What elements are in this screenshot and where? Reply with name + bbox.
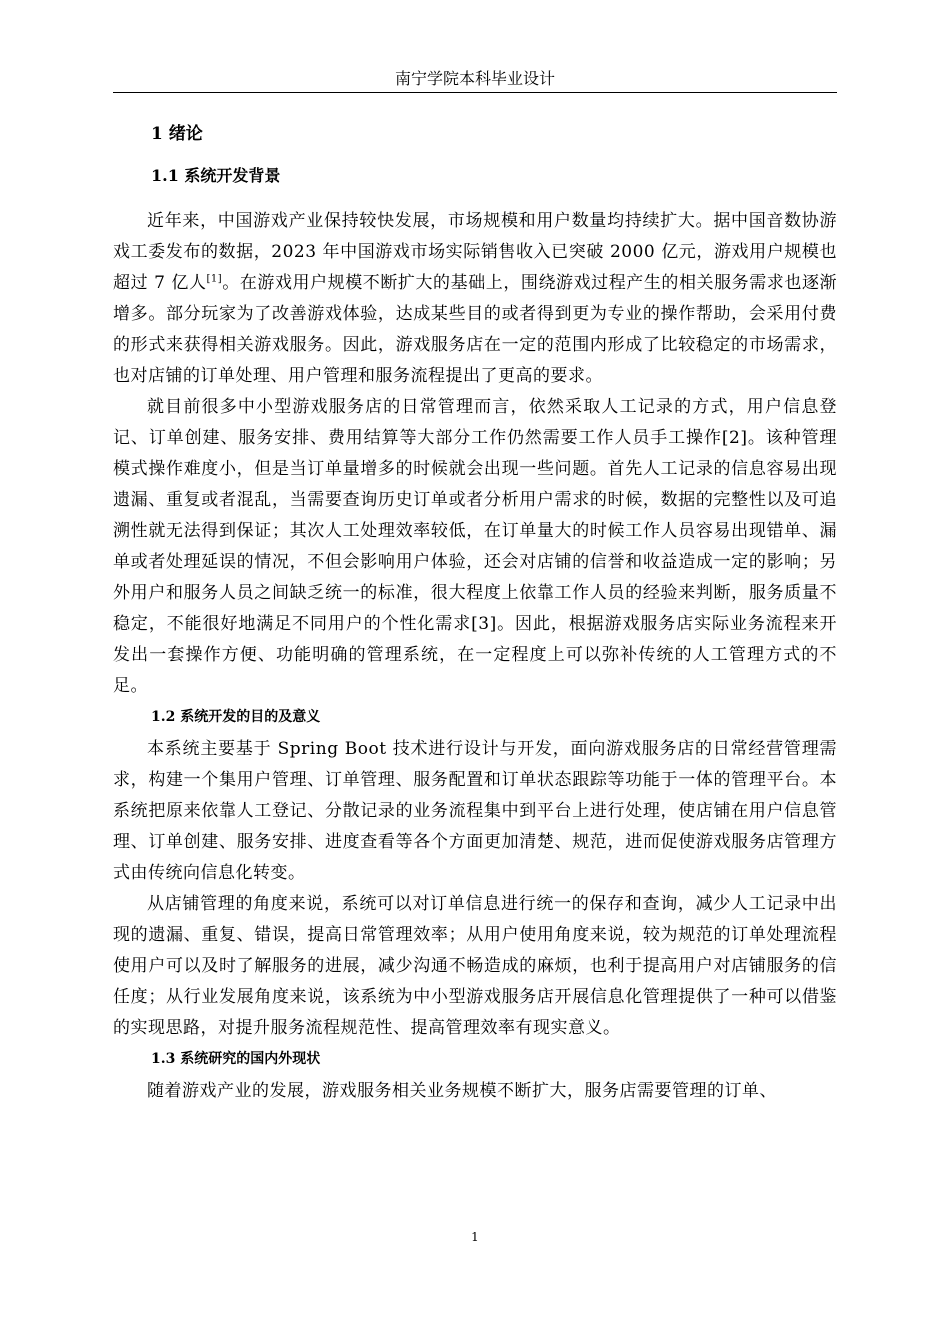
document-body	[113, 122, 837, 1107]
header-title: 南宁学院本科毕业设计	[394, 69, 555, 88]
section-title-1-3: 1.3 系统研究的国内外现状	[151, 1051, 321, 1067]
section-title-1-2: 1.2 系统开发的目的及意义	[151, 709, 321, 725]
paragraph-text: 。在游戏用户规模不断扩大的基础上，围绕游戏过程产生的相关服务需求也逐渐增多。部分玩家为了改善游戏体验，达成某些目的或者得到更为专业的操作帮助，会采用付费的形式来获得相关游戏服务。因此，游戏服务店在一定的范围内形成了比较稳定的市场需求，也对店铺的订单处理、用户管理和服务流程提出了更高的要求。	[113, 273, 838, 386]
citation-ref: [1]	[206, 273, 223, 285]
page-number: 1	[471, 1230, 479, 1244]
paragraph: 从店铺管理的角度来说，系统可以对订单信息进行统一的保存和查询，减少人工记录中出现的遗漏、重复、错误，提高日常管理效率；从用户使用角度来说，较为规范的订单处理流程使用户可以及时了解服务的进展，减少沟通不畅造成的麻烦，也利于提高用户对店铺服务的信任度；从行业发展角度来说，该系统为中小型游戏服务店开展信息化管理提供了一种可以借鉴的实现思路，对提升服务流程规范性、提高管理效率有现实意义。	[113, 894, 837, 1038]
paragraph-text: 近年来，中国游戏产业保持较快发展，市场规模和用户数量均持续扩大。据中国音数协游戏工委发布的数据，2023 年中国游戏市场实际销售收入已突破 2000 亿元，游戏用户规模也超过 7 亿人	[113, 211, 837, 293]
paragraph: 就目前很多中小型游戏服务店的日常管理而言，依然采取人工记录的方式，用户信息登记、订单创建、服务安排、费用结算等大部分工作仍然需要工作人员手工操作[2]。该种管理模式操作难度小，但是当订单量增多的时候就会出现一些问题。首先人工记录的信息容易出现遗漏、重复或者混乱，当需要查询历史订单或者分析用户需求的时候，数据的完整性以及可追溯性就无法得到保证；其次人工处理效率较低，在订单量大的时候工作人员容易出现错单、漏单或者处理延误的情况，不但会影响用户体验，还会对店铺的信誉和收益造成一定的影响；另外用户和服务人员之间缺乏统一的标准，很大程度上依靠工作人员的经验来判断，服务质量不稳定，不能很好地满足不同用户的个性化需求[3]。因此，根据游戏服务店实际业务流程来开发出一套操作方便、功能明确的管理系统，在一定程度上可以弥补传统的人工管理方式的不足。	[113, 397, 837, 696]
chapter-title: 1 绪论	[151, 124, 203, 144]
paragraph	[113, 206, 837, 392]
section-title-1-1: 1.1 系统开发背景	[151, 166, 281, 185]
paragraph: 本系统主要基于 Spring Boot 技术进行设计与开发，面向游戏服务店的日常经营管理需求，构建一个集用户管理、订单管理、服务配置和订单状态跟踪等功能于一体的管理平台。本系统把原来依靠人工登记、分散记录的业务流程集中到平台上进行处理，使店铺在用户信息管理、订单创建、服务安排、进度查看等各个方面更加清楚、规范，进而促使游戏服务店管理方式由传统向信息化转变。	[113, 739, 837, 883]
paragraph: 随着游戏产业的发展，游戏服务相关业务规模不断扩大，服务店需要管理的订单、	[147, 1081, 777, 1101]
page-header	[113, 66, 837, 93]
